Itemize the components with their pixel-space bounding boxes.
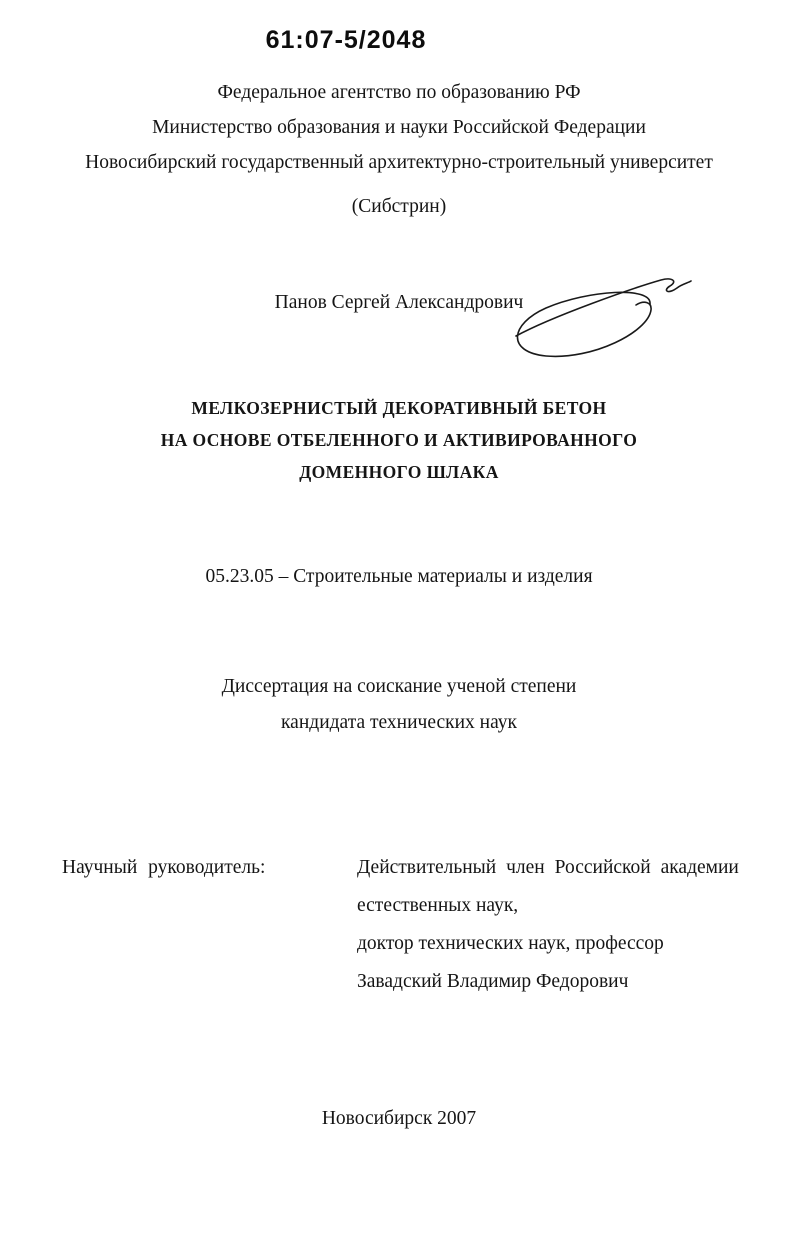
header-university: Новосибирский государственный архитектурно-строительный университет <box>85 152 713 173</box>
catalog-number: 61:07-5/2048 <box>265 26 427 54</box>
header-agency: Федеральное агентство по образованию РФ <box>217 82 581 103</box>
author-name: Панов Сергей Александрович <box>274 292 524 313</box>
supervisor-title-line-1: Действительный член Российской академии <box>357 857 739 878</box>
city-and-year: Новосибирск 2007 <box>321 1108 477 1129</box>
supervisor-title-line-2: естественных наук, <box>357 895 519 916</box>
dissertation-title-line-3: ДОМЕННОГО ШЛАКА <box>299 462 499 482</box>
supervisor-label: Научный руководитель: <box>62 857 266 878</box>
degree-statement-line-1: Диссертация на соискание ученой степени <box>221 676 577 697</box>
header-ministry: Министерство образования и науки Российской Федерации <box>152 117 646 138</box>
dissertation-title-line-1: МЕЛКОЗЕРНИСТЫЙ ДЕКОРАТИВНЫЙ БЕТОН <box>191 398 607 418</box>
specialty-code: 05.23.05 – Строительные материалы и изделия <box>205 566 593 587</box>
degree-statement-line-2: кандидата технических наук <box>281 712 517 733</box>
supervisor-name: Завадский Владимир Федорович <box>357 971 629 992</box>
supervisor-title-line-3: доктор технических наук, профессор <box>357 933 664 954</box>
dissertation-title-line-2: НА ОСНОВЕ ОТБЕЛЕННОГО И АКТИВИРОВАННОГО <box>160 430 638 450</box>
signature <box>498 258 694 366</box>
header-university-short: (Сибстрин) <box>351 196 447 217</box>
